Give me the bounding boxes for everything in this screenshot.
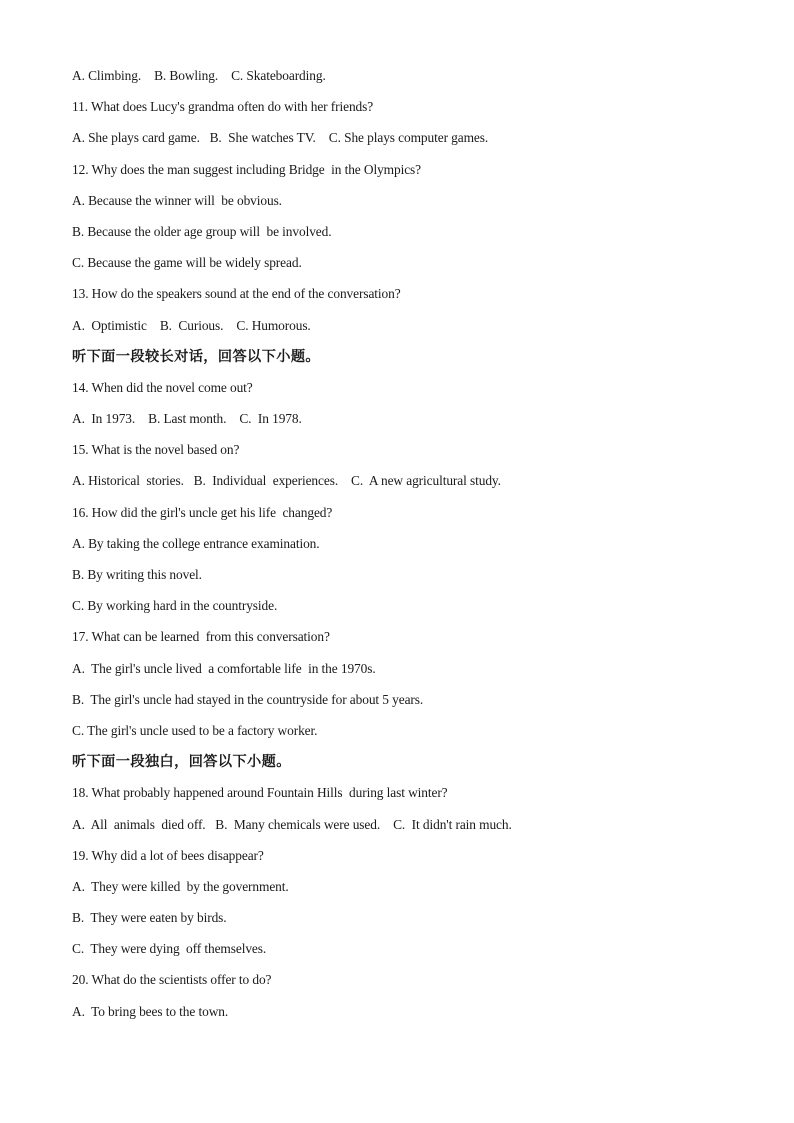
question-14: 14. When did the novel come out?	[72, 379, 253, 395]
option-line: B. By writing this novel.	[72, 567, 202, 582]
option-line: A. Because the winner will be obvious.	[72, 192, 282, 208]
section-heading: 听下面一段独白，回答以下小题。	[72, 754, 291, 771]
option-line: A. Historical stories. B. Individual experiences. C. A new agricultural study.	[72, 473, 501, 489]
option-line: A. Climbing. B. Bowling. C. Skateboarding.	[72, 68, 326, 83]
option-line: A. By taking the college entrance examination.	[72, 535, 320, 551]
option-line: A. They were killed by the government.	[72, 878, 289, 894]
question-12: 12. Why does the man suggest including Bridge in the Olympics?	[72, 161, 421, 177]
option-line: B. Because the older age group will be involved.	[72, 223, 332, 239]
option-line: A. She plays card game. B. She watches TV. C. She plays computer games.	[72, 130, 489, 146]
option-line: A. To bring bees to the town.	[72, 1003, 229, 1019]
question-20: 20. What do the scientists offer to do?	[72, 972, 272, 988]
option-line: A. The girl's uncle lived a comfortable life in the 1970s.	[72, 660, 376, 676]
option-line: B. They were eaten by birds.	[72, 910, 227, 926]
option-line: A. All animals died off. B. Many chemicals were used. C. It didn't rain much.	[72, 816, 512, 832]
question-11: 11. What does Lucy's grandma often do with her friends?	[72, 99, 374, 115]
option-line: C. The girl's uncle used to be a factory worker.	[72, 722, 318, 738]
option-line: A. Optimistic B. Curious. C. Humorous.	[72, 317, 311, 333]
section-heading: 听下面一段较长对话，回答以下小题。	[72, 348, 320, 365]
exam-page	[72, 66, 752, 1033]
option-line: C. Because the game will be widely spread.	[72, 255, 302, 271]
question-13: 13. How do the speakers sound at the end of the conversation?	[72, 286, 401, 302]
option-line: B. The girl's uncle had stayed in the countryside for about 5 years.	[72, 691, 424, 707]
question-18: 18. What probably happened around Fountain Hills during last winter?	[72, 785, 448, 801]
option-line: C. They were dying off themselves.	[72, 941, 267, 957]
option-line: A. In 1973. B. Last month. C. In 1978.	[72, 411, 302, 427]
question-17: 17. What can be learned from this conversation?	[72, 629, 330, 645]
question-16: 16. How did the girl's uncle get his life changed?	[72, 504, 333, 520]
option-line: C. By working hard in the countryside.	[72, 598, 278, 614]
question-15: 15. What is the novel based on?	[72, 442, 240, 458]
question-19: 19. Why did a lot of bees disappear?	[72, 847, 264, 863]
